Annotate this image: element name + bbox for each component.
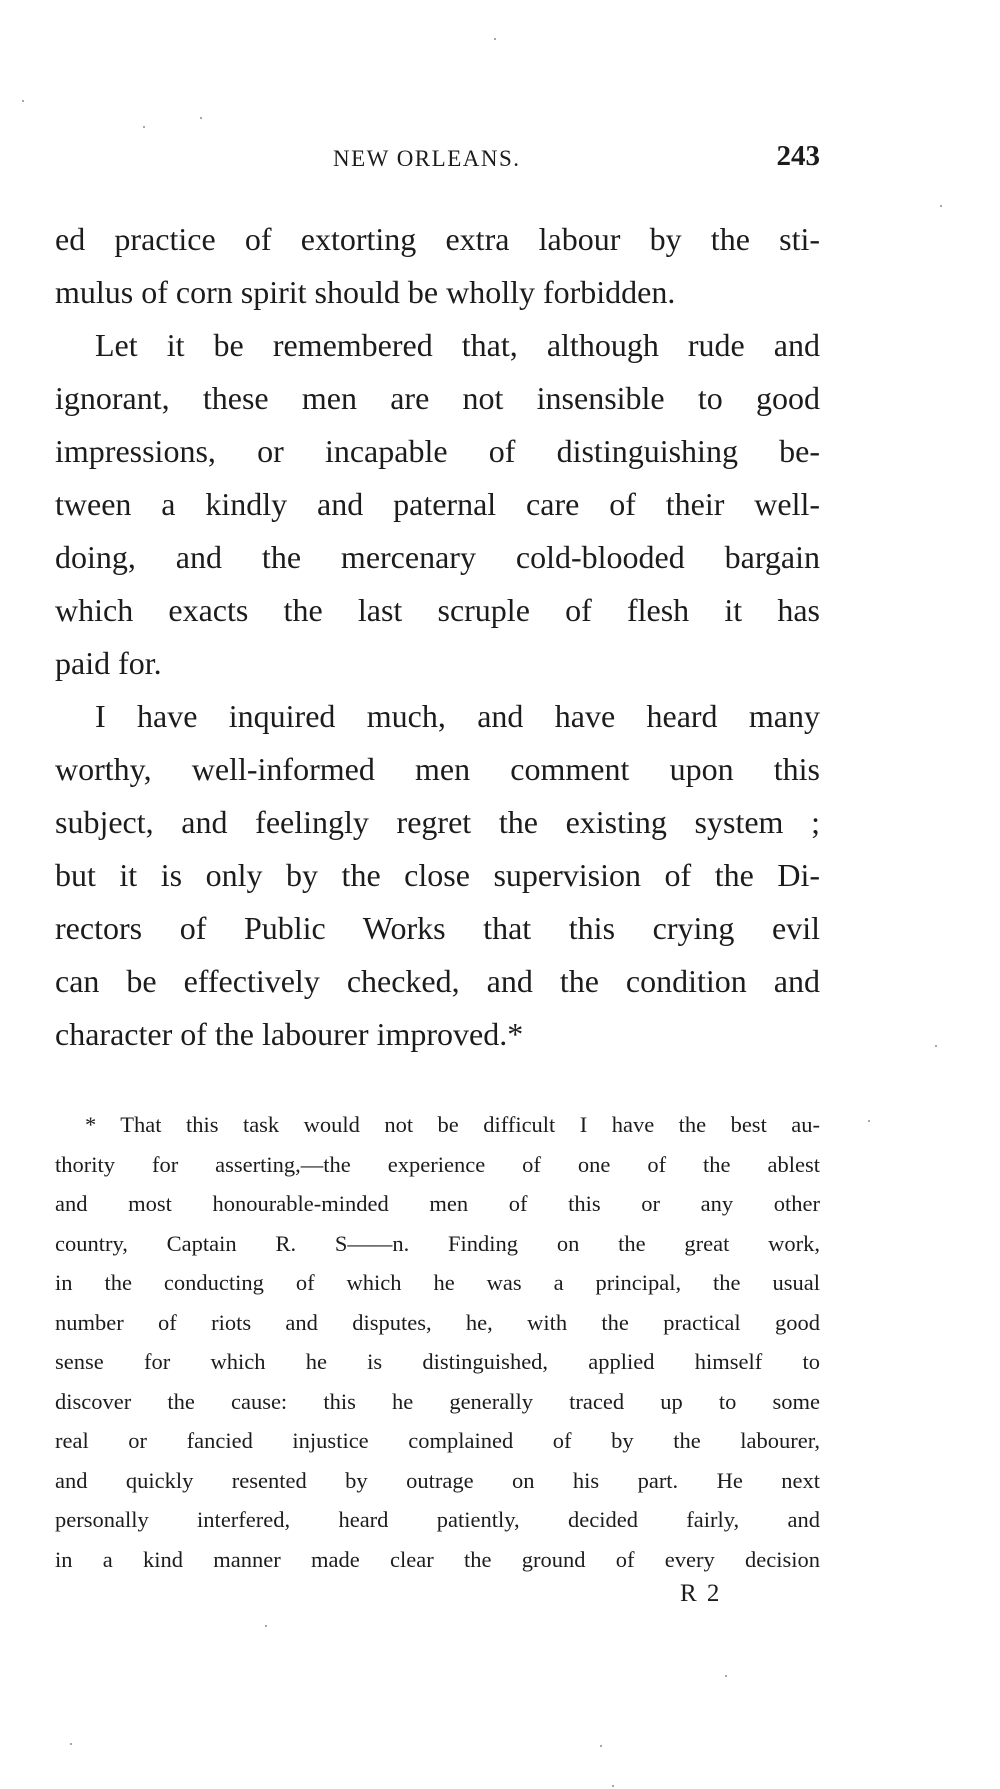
footnote-line: * That this task would not be difficult I have the best au-: [85, 1112, 820, 1137]
scan-speck: [265, 1625, 267, 1627]
body-line: character of the labourer improved.*: [55, 1016, 524, 1052]
body-line: mulus of corn spirit should be wholly forbidden.: [55, 274, 676, 310]
body-line: Let it be remembered that, although rude and: [95, 327, 820, 363]
scan-speck: [494, 38, 496, 40]
page-number: 243: [776, 140, 820, 172]
body-line: doing, and the mercenary cold-blooded bargain: [55, 539, 820, 575]
body-line: tween a kindly and paternal care of their well-: [55, 486, 820, 522]
running-title: NEW ORLEANS.: [333, 146, 521, 171]
footnote-line: in a kind manner made clear the ground of every decision: [55, 1546, 820, 1572]
scan-speck: [725, 1675, 727, 1677]
body-line: subject, and feelingly regret the existing system ;: [55, 804, 820, 840]
footnote-line: thority for asserting,—the experience of one of the ablest: [55, 1151, 820, 1177]
body-text: [55, 213, 820, 1061]
scan-speck: [868, 1120, 870, 1122]
scan-speck: [143, 126, 145, 128]
signature-mark: R 2: [680, 1580, 722, 1607]
footnote-line: number of riots and disputes, he, with the practical good: [55, 1309, 820, 1335]
body-line: but it is only by the close supervision of the Di-: [55, 857, 820, 893]
footnote-line: in the conducting of which he was a principal, the usual: [55, 1270, 820, 1295]
footnote: [55, 1105, 820, 1579]
scan-speck: [935, 1045, 937, 1047]
footnote-line: real or fancied injustice complained of by the labourer,: [55, 1428, 820, 1453]
footnote-line: sense for which he is distinguished, applied himself to: [55, 1349, 820, 1374]
footnote-line: discover the cause: this he generally traced up to some: [55, 1388, 820, 1414]
footnote-line: and most honourable-minded men of this or any other: [55, 1191, 820, 1216]
scan-speck: [612, 1785, 614, 1787]
body-line: worthy, well-informed men comment upon this: [55, 751, 820, 787]
footnote-line: personally interfered, heard patiently, decided fairly, and: [55, 1507, 820, 1532]
footnote-line: and quickly resented by outrage on his part. He next: [55, 1467, 820, 1493]
footnote-line: country, Captain R. S——n. Finding on the great work,: [55, 1230, 820, 1256]
body-line: ed practice of extorting extra labour by the sti-: [55, 221, 820, 257]
body-line: which exacts the last scruple of flesh it has: [55, 592, 820, 628]
body-line: ignorant, these men are not insensible to good: [55, 380, 820, 416]
body-line: paid for.: [55, 645, 162, 681]
body-line: I have inquired much, and have heard many: [95, 698, 820, 734]
body-line: impressions, or incapable of distinguishing be-: [55, 433, 820, 469]
book-page: [55, 0, 820, 1789]
scan-speck: [22, 100, 24, 102]
scan-speck: [600, 1745, 602, 1747]
body-line: can be effectively checked, and the condition and: [55, 963, 820, 999]
body-line: rectors of Public Works that this crying evil: [55, 910, 820, 946]
running-head: [55, 140, 820, 180]
scan-speck: [70, 1743, 72, 1745]
scan-speck: [200, 117, 202, 119]
scan-speck: [940, 205, 942, 207]
